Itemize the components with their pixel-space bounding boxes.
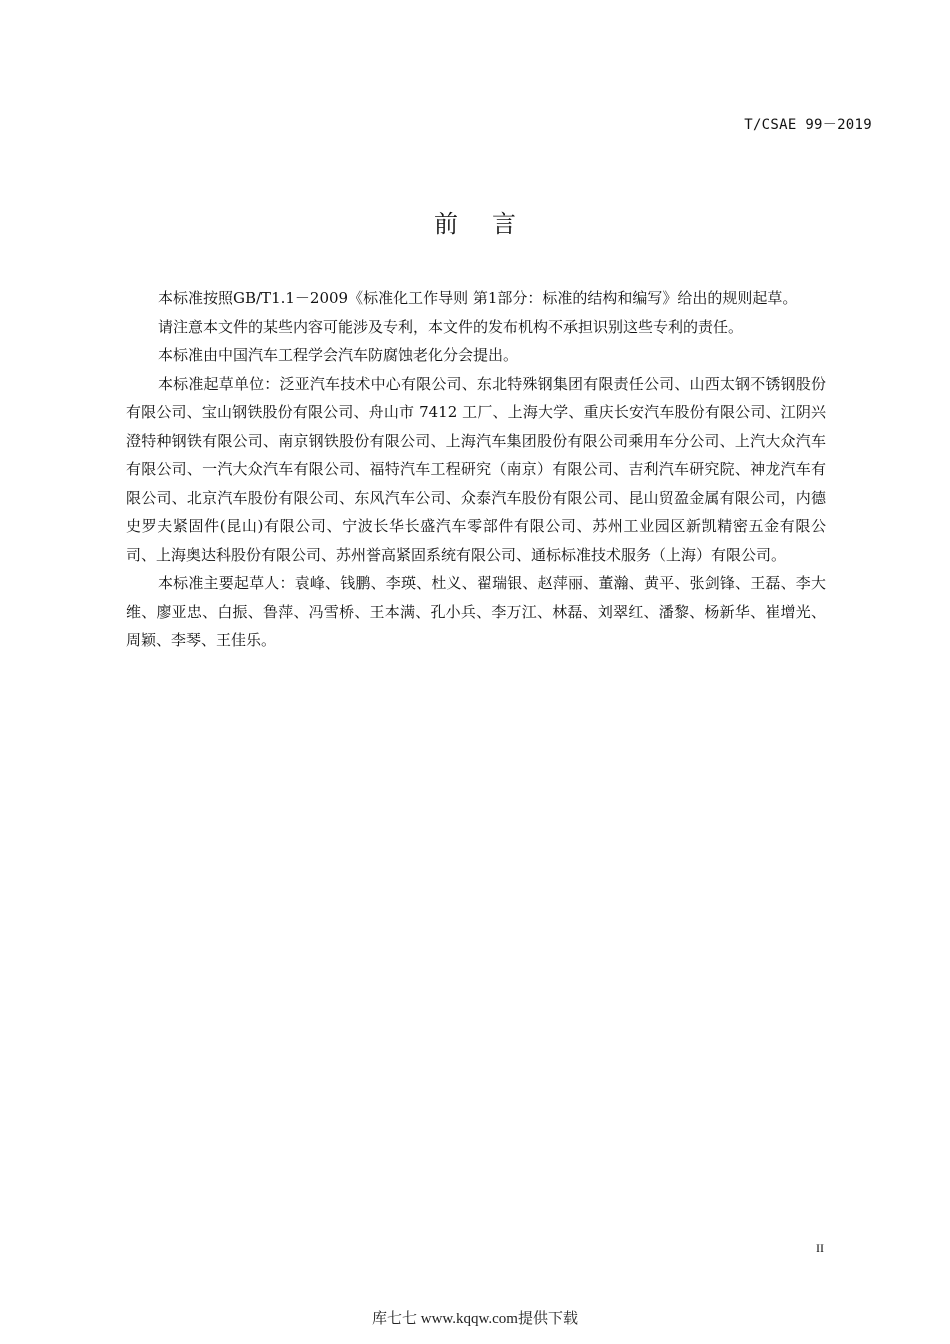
paragraph-patent-notice: 请注意本文件的某些内容可能涉及专利，本文件的发布机构不承担识别这些专利的责任。 (158, 317, 744, 336)
foreword-body (126, 284, 826, 655)
standard-code: T/CSAE 99－2019 (744, 117, 872, 133)
page-number: II (816, 1241, 824, 1255)
paragraph-drafting-rules: 本标准按照GB/T1.1－2009《标准化工作导则 第1部分：标准的结构和编写》给出的规则起草。 (158, 289, 798, 307)
page-title: 前言 (434, 210, 550, 238)
paragraph-proposer: 本标准由中国汽车工程学会汽车防腐蚀老化分会提出。 (158, 346, 519, 364)
paragraph-drafters: 本标准主要起草人：袁峰、钱鹏、李瑛、杜义、翟瑞银、赵萍丽、董瀚、黄平、张剑锋、王磊、李大维、廖亚忠、白振、鲁萍、冯雪桥、王本满、孔小兵、李万江、林磊、刘翠红、潘黎、杨新华、崔增光、周颖、李琴、王佳乐。 (126, 574, 826, 649)
paragraph-drafting-units: 本标准起草单位：泛亚汽车技术中心有限公司、东北特殊钢集团有限责任公司、山西太钢不锈钢股份有限公司、宝山钢铁股份有限公司、舟山市 7412 工厂、上海大学、重庆长安汽车股份有限公司、江阴兴澄特种钢铁有限公司、南京钢铁股份有限公司、上海汽车集团股份有限公司乘用车分公司、上汽大众汽车有限公司、一汽大众汽车有限公司、福特汽车工程研究（南京）有限公司、吉利汽车研究院、神龙汽车有限公司、北京汽车股份有限公司、东风汽车公司、众泰汽车股份有限公司、昆山贸盈金属有限公司，内德史罗夫紧固件(昆山)有限公司、宁波长华长盛汽车零部件有限公司、苏州工业园区新凯精密五金有限公司、上海奥达科股份有限公司、苏州誉高紧固系统有限公司、通标标准技术服务（上海）有限公司。 (126, 374, 826, 564)
download-watermark: 库七七 www.kqqw.com提供下载 (372, 1311, 578, 1327)
